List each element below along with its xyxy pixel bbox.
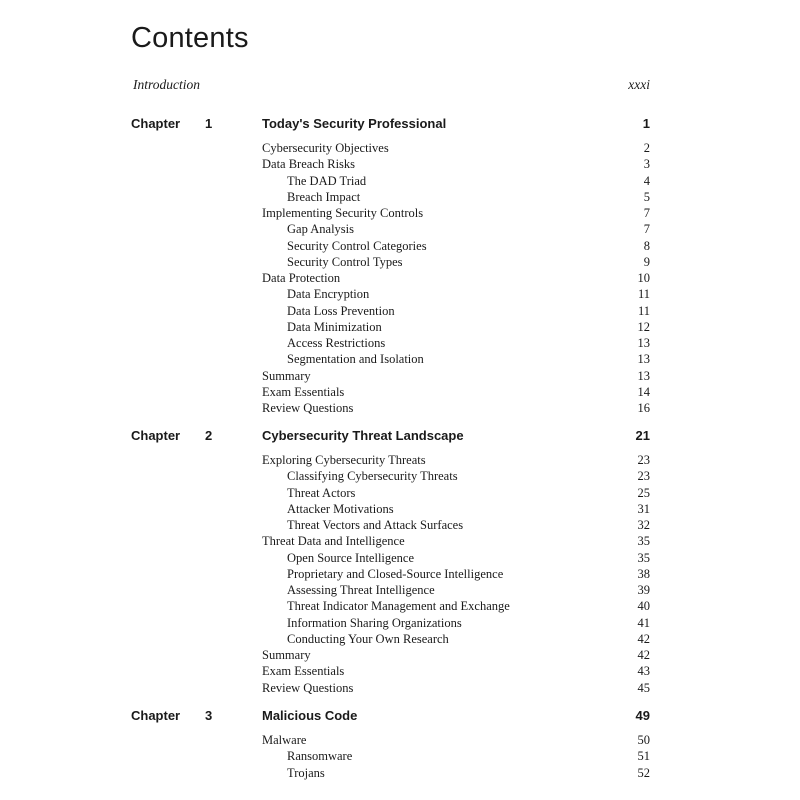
introduction-page: xxxi: [628, 77, 650, 92]
entry-page: 13: [637, 368, 650, 383]
entry-title: Open Source Intelligence: [287, 550, 415, 565]
toc-subsection: [131, 631, 650, 647]
entry-title: Data Loss Prevention: [287, 303, 395, 318]
entry-page: 42: [637, 631, 650, 646]
toc-subsection: [131, 501, 650, 517]
entry-title: Data Minimization: [287, 319, 382, 334]
entry-title: Summary: [262, 368, 311, 383]
toc-subsection: [131, 238, 650, 254]
toc-subsection: [131, 550, 650, 566]
toc-subsection: [131, 566, 650, 582]
entry-title: Data Encryption: [287, 287, 370, 302]
chapter-heading: [131, 116, 650, 140]
entry-page: 7: [643, 222, 650, 237]
toc-subsection: [131, 517, 650, 533]
page-title: Contents: [131, 22, 249, 54]
entry-page: 9: [643, 254, 650, 269]
chapter-page: 21: [635, 428, 650, 443]
entry-page: 41: [637, 615, 650, 630]
toc-subsection: [131, 189, 650, 205]
entry-page: 43: [637, 664, 650, 679]
entry-page: 42: [637, 648, 650, 662]
entry-title: Threat Data and Intelligence: [262, 534, 405, 549]
toc-section: [131, 400, 650, 416]
chapter-2: [131, 428, 650, 696]
toc-section: [131, 270, 650, 286]
entry-title: Trojans: [287, 765, 325, 780]
entry-title: Summary: [262, 648, 311, 662]
entry-page: 23: [637, 469, 650, 484]
entry-page: 13: [637, 336, 650, 350]
entry-title: Security Control Categories: [287, 238, 427, 253]
entry-page: 50: [637, 733, 650, 747]
toc-section: [131, 205, 650, 221]
entry-page: 8: [643, 238, 650, 253]
toc-subsection: [131, 319, 650, 335]
chapter-label: Chapter: [131, 116, 181, 131]
entry-title: Review Questions: [262, 680, 354, 695]
chapter-title: Cybersecurity Threat Landscape: [262, 428, 464, 443]
toc-section: [131, 663, 650, 679]
entry-title: Cybersecurity Objectives: [262, 141, 389, 155]
entry-page: 52: [637, 765, 650, 780]
toc-subsection: [131, 335, 650, 351]
chapter-number: 2: [205, 428, 213, 443]
entry-title: Data Breach Risks: [262, 157, 356, 172]
entry-title: Assessing Threat Intelligence: [287, 583, 435, 597]
entry-page: 51: [637, 749, 650, 764]
entry-title: Classifying Cybersecurity Threats: [287, 469, 458, 484]
chapter-label: Chapter: [131, 708, 181, 723]
entry-title: Exam Essentials: [262, 664, 345, 679]
entry-title: Information Sharing Organizations: [287, 615, 462, 630]
entry-title: Threat Actors: [287, 485, 356, 500]
entry-title: Breach Impact: [287, 189, 361, 204]
introduction-label: Introduction: [133, 77, 200, 92]
chapter-entries: [131, 140, 650, 416]
chapter-label: Chapter: [131, 428, 181, 443]
entry-page: 2: [643, 141, 650, 155]
entry-page: 10: [637, 271, 650, 285]
chapter-title: Malicious Code: [262, 708, 358, 723]
entry-title: Segmentation and Isolation: [287, 352, 424, 367]
toc-subsection: [131, 615, 650, 631]
chapter-3: [131, 708, 650, 781]
chapter-1: [131, 116, 650, 416]
entry-page: 25: [637, 485, 650, 500]
toc-section: [131, 533, 650, 549]
chapter-heading: [131, 708, 650, 732]
entry-page: 7: [643, 206, 650, 220]
toc-subsection: [131, 485, 650, 501]
entry-title: Ransomware: [287, 749, 353, 764]
entry-page: 14: [637, 384, 650, 399]
entry-title: Exam Essentials: [262, 384, 345, 399]
entry-page: 4: [643, 173, 650, 188]
entry-page: 32: [637, 518, 650, 532]
toc-subsection: [131, 221, 650, 237]
chapter-page: 1: [642, 116, 650, 131]
toc-section: [131, 680, 650, 696]
entry-title: Conducting Your Own Research: [287, 631, 449, 646]
toc-section: [131, 140, 650, 156]
entry-page: 11: [637, 287, 650, 302]
entry-title: Proprietary and Closed-Source Intelligence: [287, 566, 504, 581]
entry-page: 40: [637, 599, 650, 614]
toc-section: [131, 368, 650, 384]
toc-subsection: [131, 582, 650, 598]
toc-section: [131, 156, 650, 172]
toc-section: [131, 452, 650, 468]
entry-page: 45: [637, 680, 650, 695]
entry-page: 12: [637, 319, 650, 334]
toc-subsection: [131, 748, 650, 764]
introduction-row: [133, 77, 650, 95]
entry-page: 16: [637, 401, 650, 415]
chapter-entries: [131, 452, 650, 696]
toc-subsection: [131, 286, 650, 302]
entry-page: 39: [637, 583, 650, 597]
entry-title: Implementing Security Controls: [262, 206, 424, 220]
chapter-entries: [131, 732, 650, 781]
chapter-page: 49: [635, 708, 650, 723]
entry-title: Data Protection: [262, 271, 341, 285]
entry-title: The DAD Triad: [287, 173, 367, 188]
toc-subsection: [131, 351, 650, 367]
entry-title: Security Control Types: [287, 254, 403, 269]
chapter-number: 1: [205, 116, 213, 131]
entry-title: Malware: [262, 733, 307, 747]
chapter-title: Today's Security Professional: [262, 116, 447, 131]
entry-title: Gap Analysis: [287, 222, 355, 237]
toc-section: [131, 384, 650, 400]
entry-title: Exploring Cybersecurity Threats: [262, 453, 426, 467]
entry-page: 13: [637, 352, 650, 367]
entry-page: 5: [643, 189, 650, 204]
chapter-heading: [131, 428, 650, 452]
entry-title: Threat Vectors and Attack Surfaces: [287, 518, 464, 532]
entry-page: 31: [637, 501, 650, 516]
entry-title: Threat Indicator Management and Exchange: [287, 599, 510, 614]
entry-title: Review Questions: [262, 401, 354, 415]
entry-page: 23: [637, 453, 650, 467]
toc-subsection: [131, 303, 650, 319]
toc-subsection: [131, 173, 650, 189]
toc-section: [131, 732, 650, 748]
entry-title: Access Restrictions: [287, 336, 386, 350]
entry-page: 11: [637, 303, 650, 318]
toc-subsection: [131, 468, 650, 484]
entry-page: 35: [637, 534, 650, 549]
entry-page: 3: [643, 157, 650, 172]
toc-subsection: [131, 254, 650, 270]
entry-page: 35: [637, 550, 650, 565]
chapter-number: 3: [205, 708, 213, 723]
toc-subsection: [131, 765, 650, 781]
entry-page: 38: [637, 566, 650, 581]
toc-subsection: [131, 598, 650, 614]
entry-title: Attacker Motivations: [287, 501, 394, 516]
toc-section: [131, 647, 650, 663]
